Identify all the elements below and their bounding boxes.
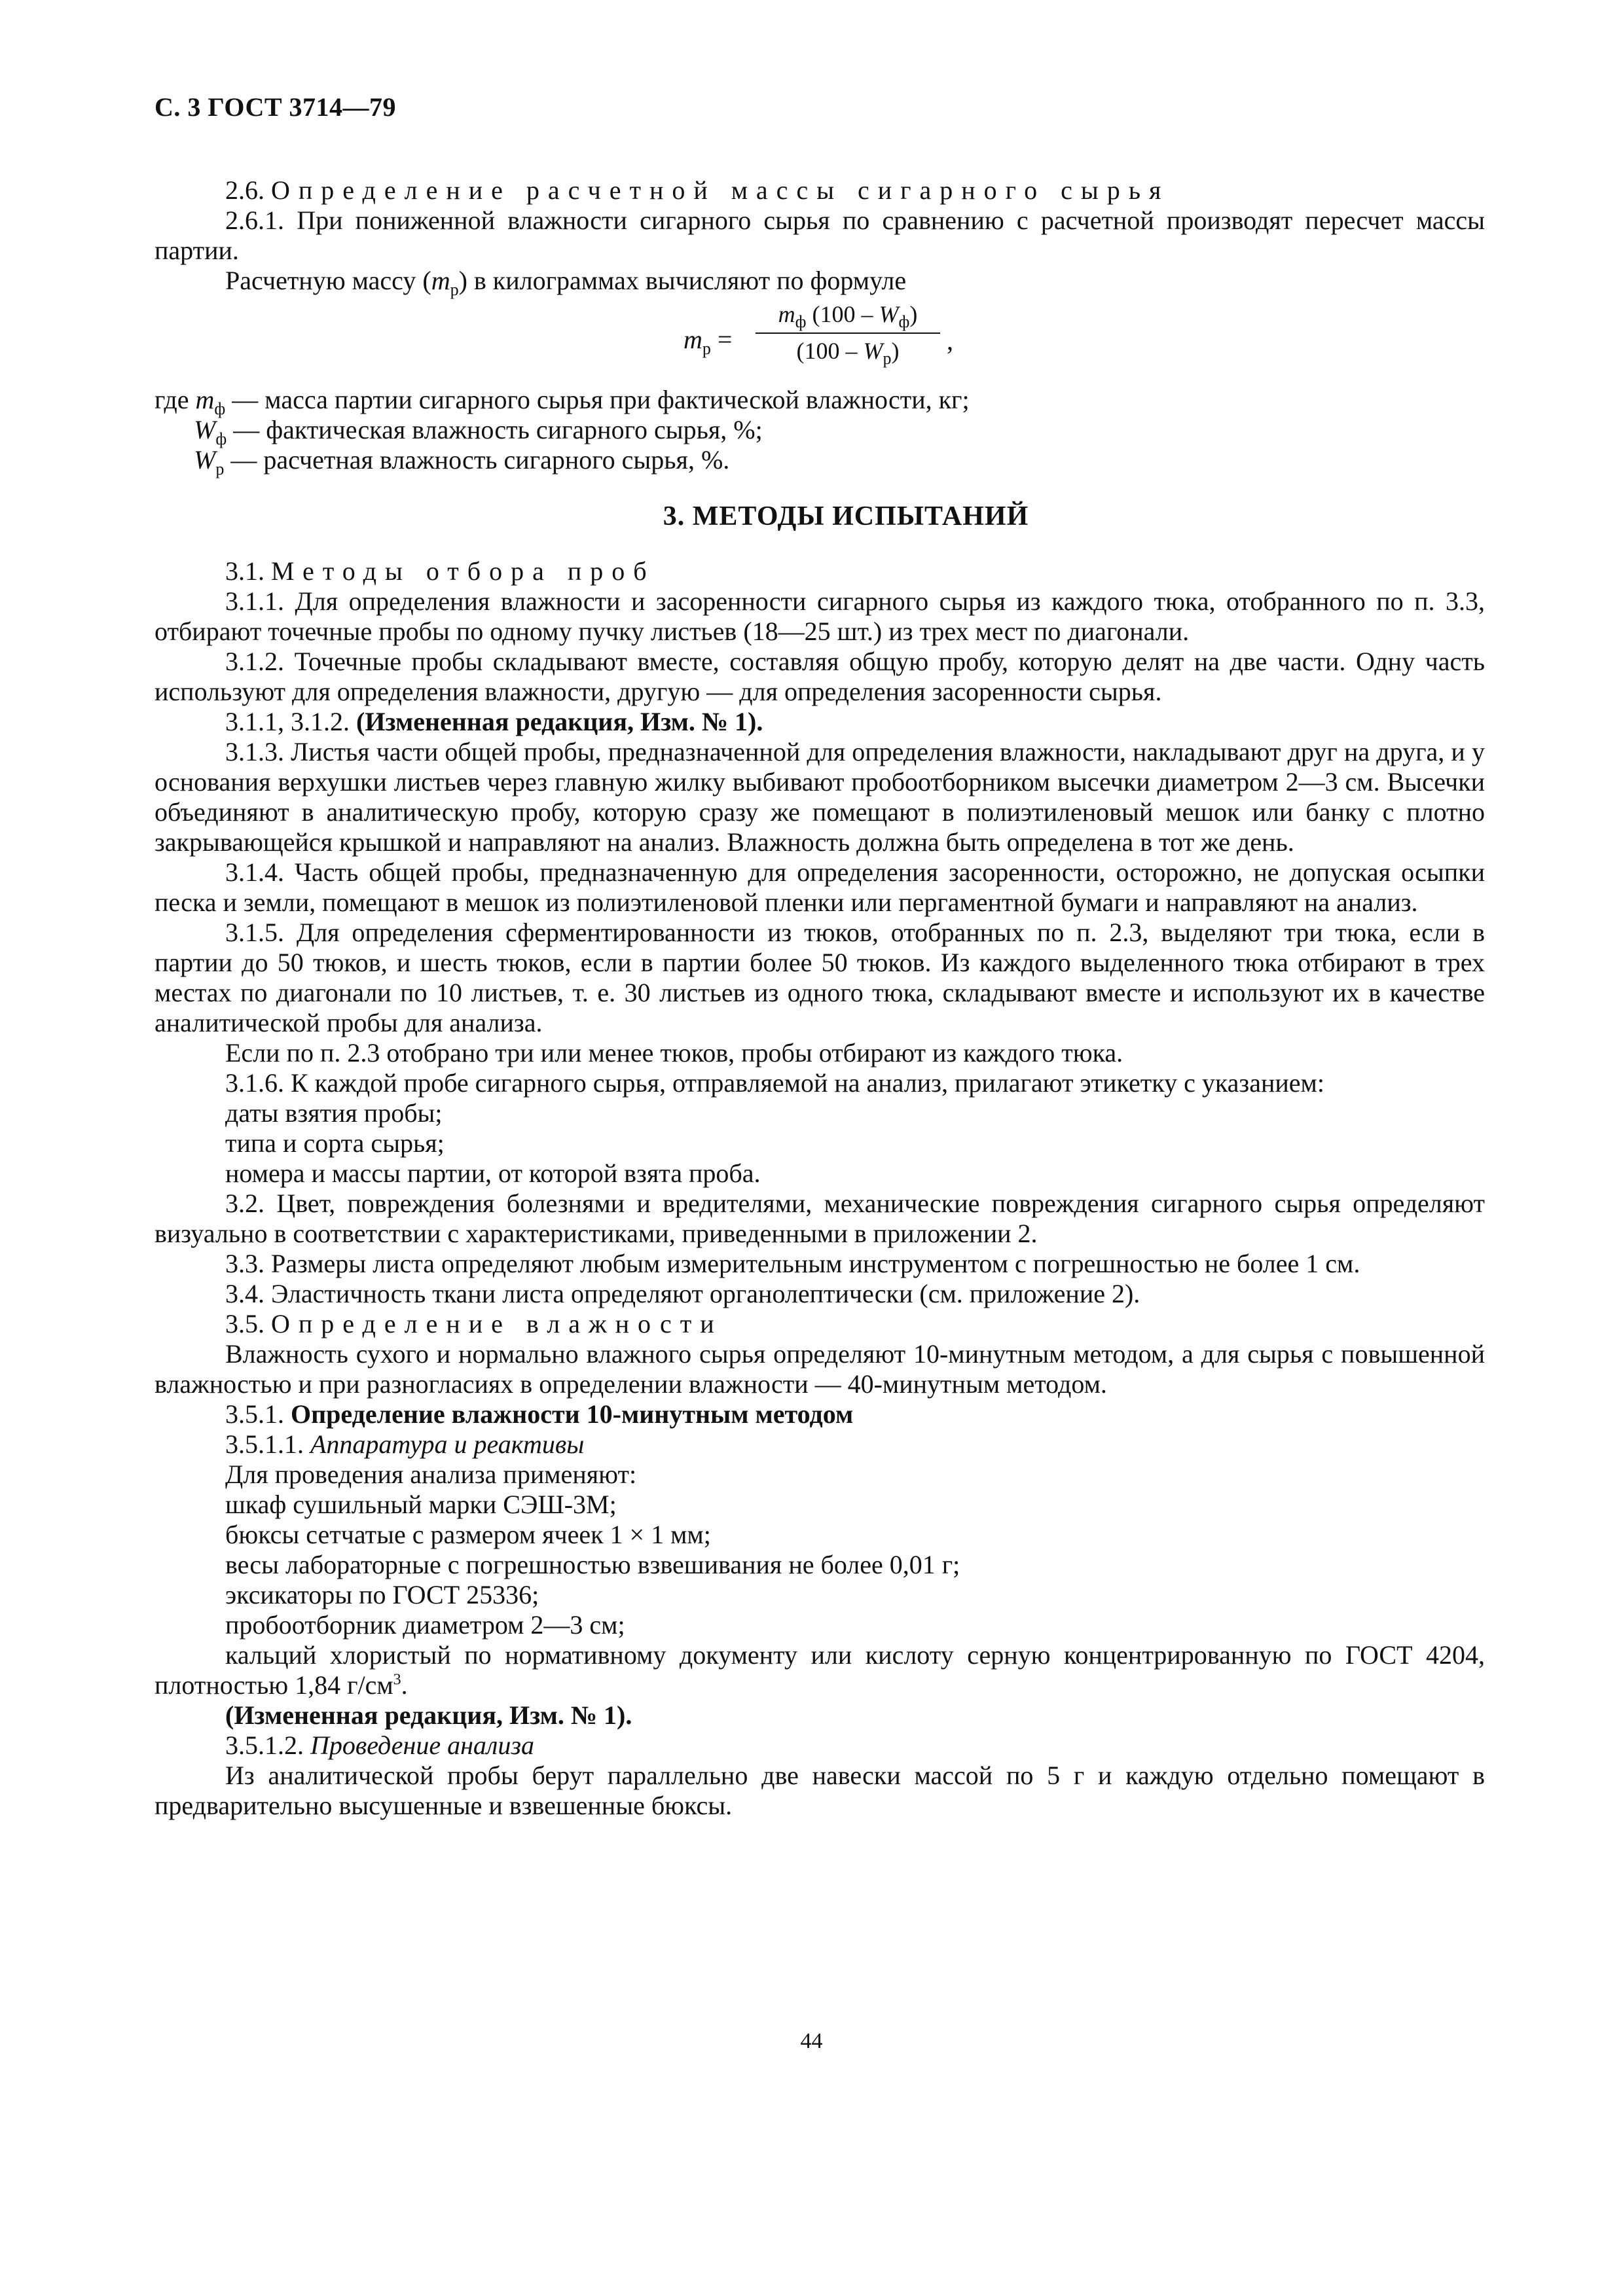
formula-block — [155, 300, 1485, 377]
formula-fraction — [756, 300, 940, 368]
paragraph-3-1-1: 3.1.1. Для определения влажности и засоренности сигарного сырья из каждого тюка, отобранного по п. 3.3, отбирают точечные пробы по одному пучку листьев (18—25 шт.) из трех мест по диагонали. — [155, 586, 1485, 646]
list-item: бюксы сетчатые с размером ячеек 1 × 1 мм; — [225, 1520, 711, 1549]
list-item: кальций хлористый по нормативному документу или кислоту серную концентрированную по ГОСТ 4204, плотностью 1,84 $г/см^3$. — [155, 1640, 1485, 1700]
paragraph-3-1-6: 3.1.6. К каждой пробе сигарного сырья, отправляемой на анализ, прилагают этикетку с указанием: — [225, 1068, 1324, 1098]
paragraph-apply: Для проведения анализа применяют: — [225, 1460, 637, 1489]
paragraph-3-1-5: 3.1.5. Для определения сферментированности из тюков, отобранных по п. 2.3, выделяют три тюка, если в партии до 50 тюков, и шесть тюков, если в партии более 50 тюков. Из каждого выделенного тюка отбирают в трех местах по диагонали по 10 листьев, т. е. 30 листьев из одного тюка, складывают вместе и используют их в качестве аналитической пробы для анализа. — [155, 918, 1485, 1037]
paragraph-3-1-3: 3.1.3. Листья части общей пробы, предназначенной для определения влажности, накладывают друг на друга, и у основания верхушки листьев через главную жилку выбивают пробоотборником высечки диаметром 2—3 см. Высечки объединяют в аналитическую пробу, которую сразу же помещают в полиэтиленовый мешок или банку с плотно закрывающейся крышкой и направляют на анализ. Влажность должна быть определена в тот же день. — [155, 737, 1485, 857]
paragraph-3-2: 3.2. Цвет, повреждения болезнями и вредителями, механические повреждения сигарного сырья определяют визуально в соответствии с характеристиками, приведенными в приложении 2. — [155, 1189, 1485, 1248]
paragraph-3-3: 3.3. Размеры листа определяют любым измерительным инструментом с погрешностью не более 1 см. — [225, 1249, 1360, 1278]
change-note-2: (Измененная редакция, Изм. № 1). — [225, 1700, 632, 1730]
section-title: Определение расчетной массы сигарного сырья — [271, 175, 1170, 205]
paragraph-3-1-4: 3.1.4. Часть общей пробы, предназначенную для определения засоренности, осторожно, не допуская осыпки песка и земли, помещают в мешок из полиэтиленовой пленки или пергаментной бумаги и направляют на анализ. — [155, 857, 1485, 917]
paragraph-3-5-1-2: Из аналитической пробы берут параллельно две навески массой по 5 г и каждую отдельно помещают в предварительно высушенные и взвешенные бюксы. — [155, 1761, 1485, 1820]
section-3-5-1-heading: 3.5.1. Определение влажности 10-минутным методом — [225, 1399, 854, 1429]
where-line-1: где $m_ф$ — масса партии сигарного сырья при фактической влажности, кг; — [155, 385, 970, 418]
list-item: даты взятия пробы; — [225, 1098, 443, 1128]
list-item: эксикаторы по ГОСТ 25336; — [225, 1580, 539, 1609]
section-3-1-heading: 3.1. Методы отбора проб — [225, 556, 655, 586]
paragraph-3-1-5-note: Если по п. 2.3 отобрано три или менее тюков, пробы отбирают из каждого тюка. — [225, 1038, 1123, 1067]
list-item: пробоотборник диаметром 2—3 см; — [225, 1610, 625, 1640]
fraction-bar — [756, 332, 940, 334]
where-line-2: $W_ф$ — фактическая влажность сигарного сырья, %; — [194, 415, 763, 448]
paragraph-2-6-1: 2.6.1. При пониженной влажности сигарного сырья по сравнению с расчетной производят пересчет массы партии. — [155, 206, 1485, 265]
section-number: 2.6. — [225, 175, 264, 205]
where-line-3: $W_р$ — расчетная влажность сигарного сырья, %. — [194, 445, 730, 478]
list-item: номера и массы партии, от которой взята проба. — [225, 1158, 761, 1188]
paragraph-3-1-2: 3.1.2. Точечные пробы складывают вместе, составляя общую пробу, которую делят на две части. Одну часть используют для определения влажности, другую — для определения засоренности сырья. — [155, 647, 1485, 706]
change-note-1: 3.1.1, 3.1.2. (Измененная редакция, Изм. № 1). — [225, 707, 763, 736]
document-body — [155, 175, 1485, 1821]
section-3-5-heading: 3.5. Определение влажности — [225, 1309, 723, 1338]
page-number: 44 — [800, 2029, 823, 2053]
paragraph-formula-intro: Расчетную массу $(m_р)$ в килограммах вычисляют по формуле — [225, 266, 907, 299]
section-3-heading: 3. МЕТОДЫ ИСПЫТАНИЙ — [663, 501, 1029, 531]
formula-numerator: $m_ф$ $(100 - W_ф)$ — [778, 301, 918, 332]
formula-lhs: $m_р$ = — [684, 325, 733, 358]
paragraph-3-5: Влажность сухого и нормально влажного сырья определяют 10-минутным методом, а для сырья с повышенной влажностью и при разногласиях в определении влажности — 40-минутным методом. — [155, 1339, 1485, 1399]
section-3-5-1-2-heading: 3.5.1.2. Проведение анализа — [225, 1731, 534, 1760]
section-3-5-1-1-heading: 3.5.1.1. Аппаратура и реактивы — [225, 1429, 585, 1459]
formula-comma: , — [947, 326, 953, 355]
formula-denominator: $(100 - W_р)$ — [796, 338, 900, 368]
list-item: шкаф сушильный марки СЭШ-3М; — [225, 1490, 617, 1519]
section-2-6-heading — [155, 175, 1485, 206]
list-item: типа и сорта сырья; — [225, 1128, 445, 1158]
page-header: С. 3 ГОСТ 3714—79 — [155, 92, 397, 122]
list-item: весы лабораторные с погрешностью взвешивания не более 0,01 г; — [225, 1550, 960, 1579]
paragraph-3-4: 3.4. Эластичность ткани листа определяют органолептически (см. приложение 2). — [225, 1279, 1140, 1308]
